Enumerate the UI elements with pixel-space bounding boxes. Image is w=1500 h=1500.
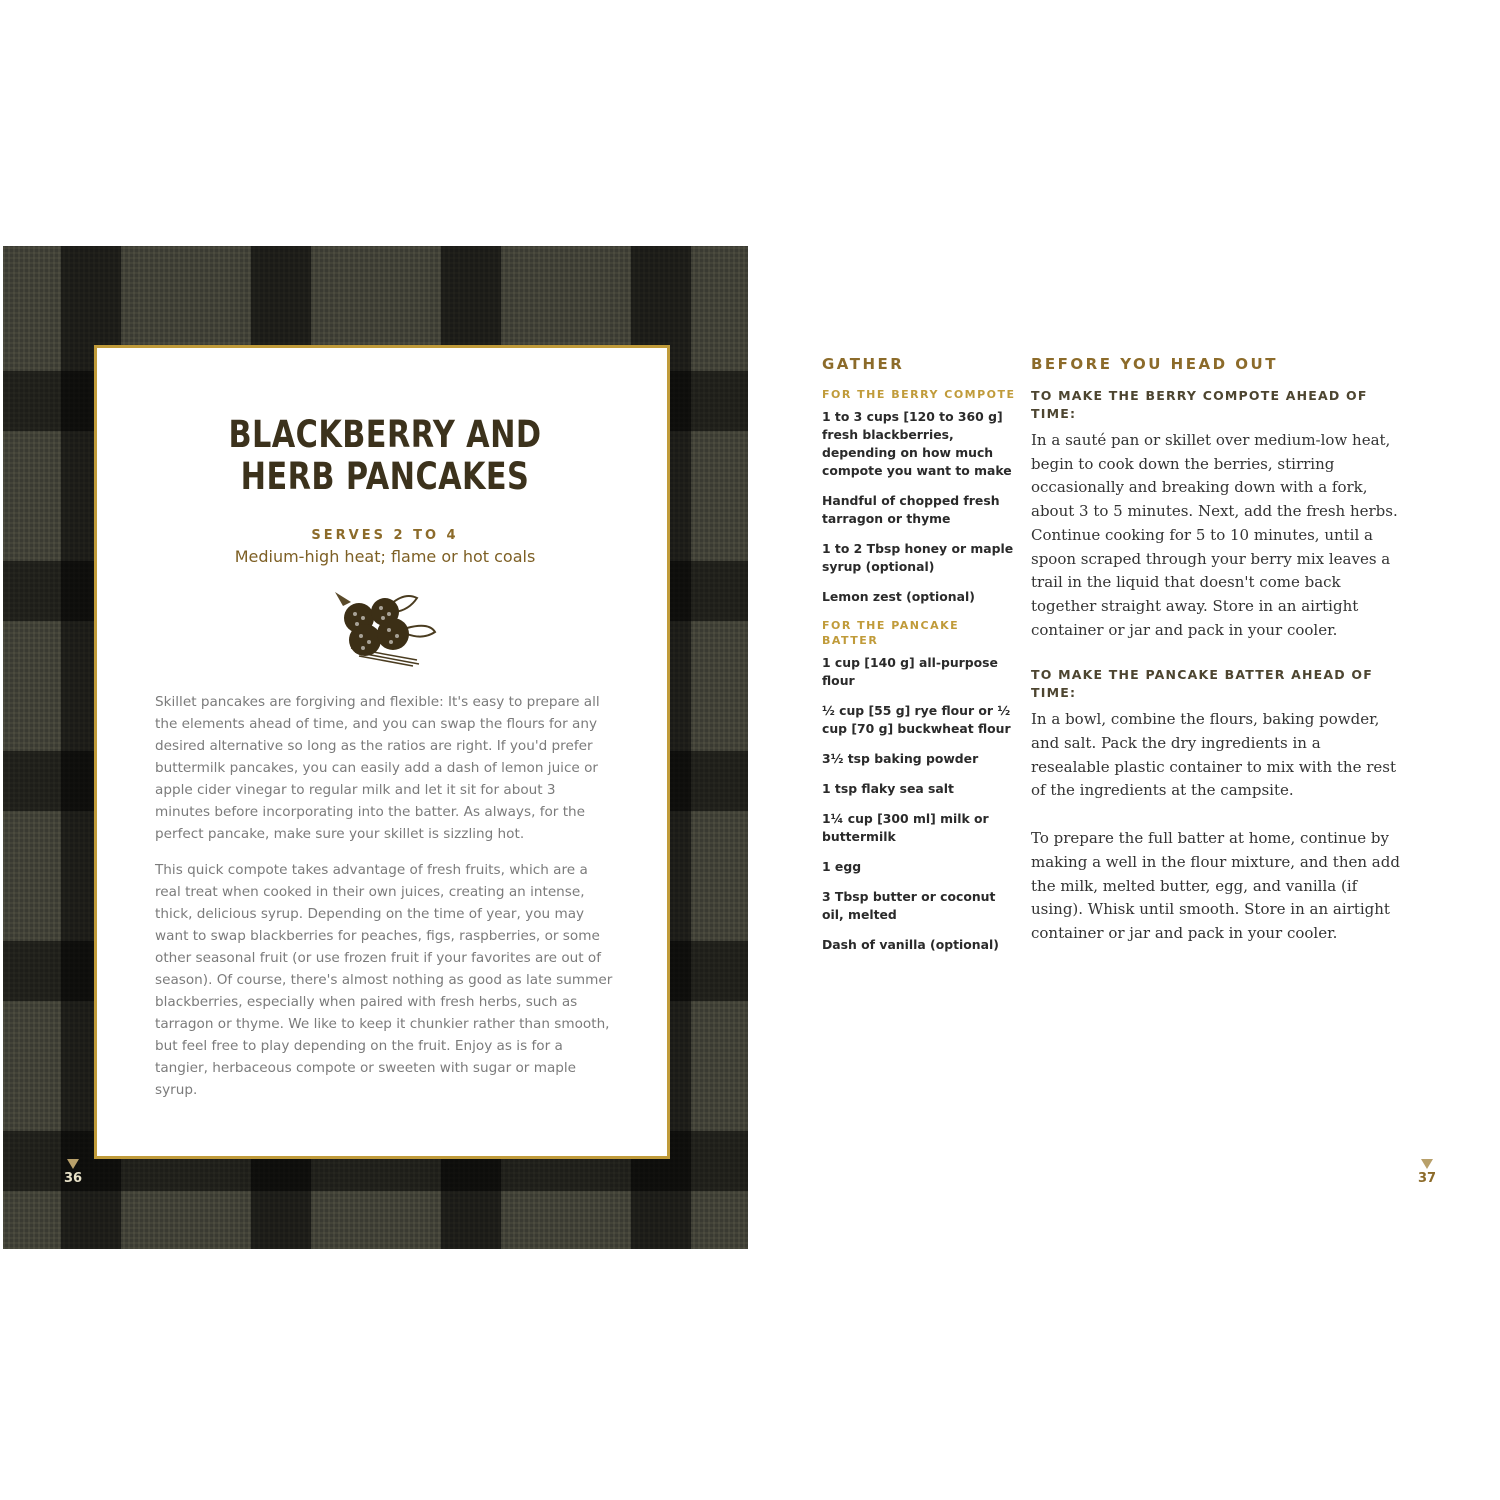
serves-label: SERVES 2 TO 4 [311,528,459,543]
page-number-37: 37 [1417,1171,1437,1186]
compote-heading: TO MAKE THE BERRY COMPOTE AHEAD OF TIME: [1031,388,1368,421]
pancake-batter-ingredients [822,618,1017,954]
page-number-36: 36 [63,1171,83,1186]
ingredient-item: 1 tsp flaky sea salt [822,781,954,796]
recipe-card [94,345,670,1159]
recipe-title-line-1: BLACKBERRY AND [228,413,542,456]
page-marker-triangle-icon [1421,1159,1433,1169]
before-you-head-out-column [1031,355,1401,970]
recipe-title [149,414,621,498]
compote-instructions: In a sauté pan or skillet over medium-low heat, begin to cook down the berries, stirring occasionally and breaking down with a fork, about 3 to 5 minutes. Next, add the fresh herbs. Continue cooking for 5 to 10 minutes, until a spoon scraped through your berry mix leaves a trail in the liquid that doesn't come back together straight away. Store in an airtight container or jar and pack in your cooler. [1031,431,1398,639]
batter-instructions-2: To prepare the full batter at home, continue by making a well in the flour mixture, and then add the milk, melted butter, egg, and vanilla (if using). Whisk until smooth. Store in an airtight container or jar and pack in your cooler. [1031,829,1400,942]
page-marker-triangle-icon [67,1159,79,1169]
left-page-plaid-background [3,246,748,1249]
ingredient-item: Lemon zest (optional) [822,589,975,604]
ingredients-list [822,654,1017,954]
ingredient-item: ½ cup [55 g] rye flour or ½ cup [70 g] buckwheat flour [822,703,1011,736]
ingredient-item: 1¼ cup [300 ml] milk or buttermilk [822,811,989,844]
page-number-right [1412,1159,1442,1186]
heat-instruction: Medium-high heat; flame or hot coals [234,547,536,566]
page-number-left [58,1159,88,1186]
intro-text [155,691,613,1115]
batter-instructions-1: In a bowl, combine the flours, baking powder, and salt. Pack the dry ingredients in a resealable plastic container to mix with the rest of the ingredients at the campsite. [1031,710,1396,800]
ingredient-item: 1 cup [140 g] all-purpose flour [822,655,998,688]
berry-compote-ingredients [822,387,1017,606]
ingredient-item: 3 Tbsp butter or coconut oil, melted [822,889,996,922]
ingredient-item: 3½ tsp baking powder [822,751,979,766]
intro-paragraph-2: This quick compote takes advantage of fresh fruits, which are a real treat when cooked in their own juices, creating an intense, thick, delicious syrup. Depending on the time of year, you may want to swap blackberries for peaches, figs, raspberries, or some other seasonal fruit (or use frozen fruit if your favorites are out of season). Of course, there's almost nothing as good as late summer blackberries, especially when paired with fresh herbs, such as tarragon or thyme. We like to keep it chunkier rather than smooth, but feel free to play depending on the fruit. Enjoy as is for a tangier, herbaceous compote or sweeten with sugar or maple syrup. [155,862,613,1098]
before-you-head-out-title: BEFORE YOU HEAD OUT [1031,355,1278,373]
batter-heading: TO MAKE THE PANCAKE BATTER AHEAD OF TIME: [1031,667,1373,701]
gather-title: GATHER [822,355,905,373]
ingredient-item: 1 egg [822,859,862,874]
blackberries-illustration-icon [329,588,439,668]
intro-paragraph-1: Skillet pancakes are forgiving and flexible: It's easy to prepare all the elements ahead of time, and you can swap the flours for any desired alternative so long as the ratios are right. If you'd prefer buttermilk pancakes, you can easily add a dash of lemon juice or apple cider vinegar to regular milk and let it sit for about 3 minutes before incorporating into the batter. As always, for the perfect pancake, make sure your skillet is sizzling hot. [155,694,600,842]
ingredients-list [822,408,1017,606]
ingredient-item: Dash of vanilla (optional) [822,937,999,952]
group-label-pancake-batter: FOR THE PANCAKE BATTER [822,619,960,647]
gather-column [822,355,1017,966]
group-label-berry-compote: FOR THE BERRY COMPOTE [822,388,1016,401]
ingredient-item: Handful of chopped fresh tarragon or thyme [822,493,1000,526]
recipe-title-line-2: HERB PANCAKES [240,455,530,498]
ingredient-item: 1 to 3 cups [120 to 360 g] fresh blackberries, depending on how much compote you want to make [822,409,1012,478]
ingredient-item: 1 to 2 Tbsp honey or maple syrup (optional) [822,541,1014,574]
